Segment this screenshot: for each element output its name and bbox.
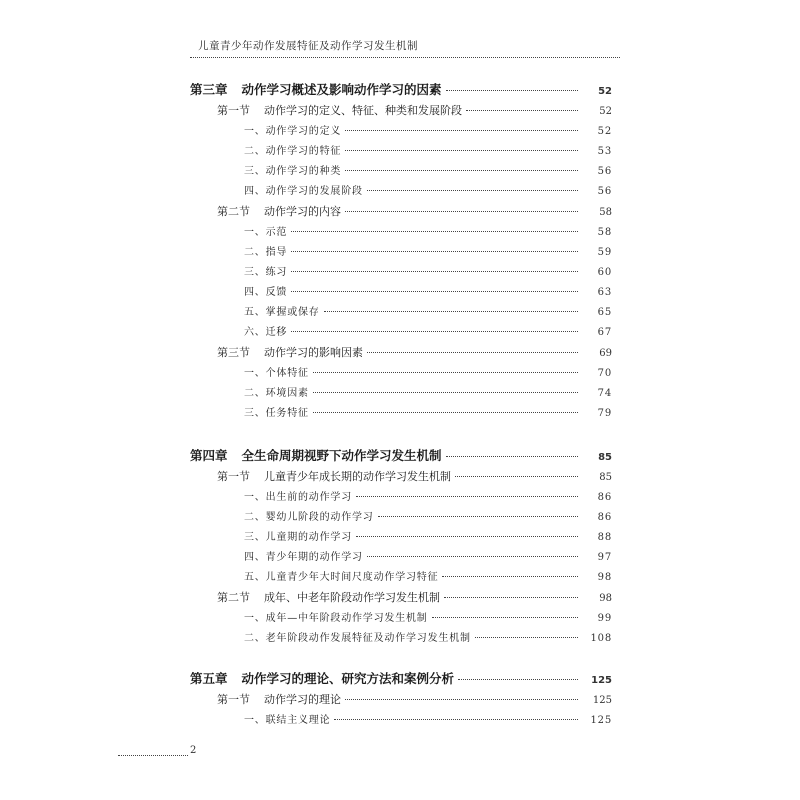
- toc-entry-label: [244, 142, 341, 157]
- toc-entry-title: 动作学习的理论、研究方法和案例分析: [241, 671, 455, 686]
- toc-page-number: 74: [597, 388, 612, 399]
- dot-leader: [356, 536, 578, 537]
- toc-entry-title: 三、儿童期的动作学习: [244, 532, 352, 543]
- toc-entry-title: 一、个体特征: [244, 368, 309, 379]
- toc-entry-number: 第五章: [190, 671, 228, 686]
- dot-leader: [345, 170, 578, 171]
- dot-leader: [367, 190, 578, 191]
- toc-entry-title: 全生命周期视野下动作学习发生机制: [241, 448, 442, 463]
- dot-leader: [345, 211, 578, 212]
- toc-entry-label: [244, 528, 352, 543]
- toc-section-row: [0, 589, 612, 605]
- toc-chapter-row: [0, 446, 612, 464]
- toc-page-number: 79: [597, 408, 612, 419]
- toc-entry-label: [244, 629, 471, 644]
- toc-entry-label: [217, 344, 363, 360]
- dot-leader: [324, 311, 578, 312]
- toc-entry-label: [217, 203, 341, 219]
- toc-page-number: 125: [591, 675, 612, 686]
- toc-entry-title: 五、掌握或保存: [244, 307, 320, 318]
- toc-entry-title: 成年、中老年阶段动作学习发生机制: [264, 591, 440, 604]
- toc-page-number: 60: [597, 267, 612, 278]
- toc-entry-number: 第四章: [190, 448, 228, 463]
- dot-leader: [291, 271, 578, 272]
- toc-item-row: [0, 528, 612, 543]
- dot-leader: [367, 352, 578, 353]
- toc-entry-label: [244, 404, 309, 419]
- toc-entry-label: [244, 283, 287, 298]
- toc-entry-number: 第二节: [217, 205, 250, 218]
- toc-entry-label: [244, 384, 309, 399]
- toc-entry-title: 儿童青少年成长期的动作学习发生机制: [264, 470, 451, 483]
- toc-entry-label: [244, 243, 287, 258]
- toc-entry-label: [190, 669, 454, 687]
- toc-page-number: 52: [598, 86, 612, 97]
- dot-leader: [313, 372, 578, 373]
- toc-entry-title: 四、反馈: [244, 287, 288, 298]
- toc-entry-label: [244, 162, 341, 177]
- dot-leader: [291, 251, 578, 252]
- toc-page-number: 98: [599, 593, 612, 604]
- dot-leader: [345, 130, 578, 131]
- toc-entry-label: [244, 508, 374, 523]
- toc-entry-title: 四、青少年期的动作学习: [244, 552, 363, 563]
- toc-page-number: 86: [597, 492, 612, 503]
- toc-page-number: 70: [597, 368, 612, 379]
- toc-item-row: [0, 711, 612, 726]
- toc-page-number: 86: [597, 512, 612, 523]
- toc-entry-number: 第一节: [217, 104, 250, 117]
- dot-leader: [291, 331, 578, 332]
- toc-entry-label: [244, 364, 309, 379]
- toc-item-row: [0, 182, 612, 197]
- toc-item-row: [0, 223, 612, 238]
- dot-leader: [334, 719, 578, 720]
- toc-entry-label: [217, 102, 462, 118]
- toc-entry-label: [244, 568, 438, 583]
- toc-page-number: 125: [592, 695, 612, 706]
- toc-entry-label: [244, 303, 320, 318]
- dot-leader: [378, 516, 578, 517]
- dot-leader: [458, 679, 578, 680]
- toc-entry-number: 第一节: [217, 693, 250, 706]
- toc-item-row: [0, 364, 612, 379]
- toc-item-row: [0, 263, 612, 278]
- toc-entry-label: [244, 323, 287, 338]
- toc-page-number: 97: [597, 552, 612, 563]
- toc-page-number: 52: [599, 106, 612, 117]
- dot-leader: [475, 637, 578, 638]
- dot-leader: [313, 412, 578, 413]
- toc-entry-title: 二、动作学习的特征: [244, 146, 342, 157]
- toc-page-number: 98: [597, 572, 612, 583]
- toc-entry-title: 三、练习: [244, 267, 288, 278]
- toc-page-number: 125: [590, 715, 612, 726]
- toc-entry-label: [190, 80, 442, 98]
- toc-entry-label: [244, 263, 287, 278]
- toc-page-number: 69: [599, 348, 612, 359]
- toc-section-row: [0, 102, 612, 118]
- toc-item-row: [0, 508, 612, 523]
- toc-page-number: 58: [597, 227, 612, 238]
- toc-chapter-row: [0, 669, 612, 687]
- toc-section-row: [0, 203, 612, 219]
- toc-item-row: [0, 488, 612, 503]
- dot-leader: [313, 392, 578, 393]
- toc-entry-label: [217, 589, 440, 605]
- toc-section-row: [0, 468, 612, 484]
- toc-entry-title: 一、出生前的动作学习: [244, 492, 352, 503]
- toc-item-row: [0, 323, 612, 338]
- toc-item-row: [0, 243, 612, 258]
- page-footer: [118, 745, 196, 756]
- dot-leader: [444, 597, 578, 598]
- toc-section-row: [0, 691, 612, 707]
- toc-page-number: 52: [597, 126, 612, 137]
- toc-entry-title: 五、儿童青少年大时间尺度动作学习特征: [244, 572, 439, 583]
- toc-entry-title: 六、迁移: [244, 327, 288, 338]
- dot-leader: [446, 90, 578, 91]
- toc-entry-label: [217, 468, 451, 484]
- dot-leader: [455, 476, 578, 477]
- dot-leader: [291, 291, 578, 292]
- toc-entry-title: 三、任务特征: [244, 408, 309, 419]
- dot-leader: [345, 150, 578, 151]
- dot-leader: [291, 231, 578, 232]
- toc-entry-title: 一、示范: [244, 227, 288, 238]
- toc-page-number: 53: [597, 146, 612, 157]
- dot-leader: [466, 110, 578, 111]
- toc-page-number: 108: [590, 633, 612, 644]
- toc-entry-number: 第三节: [217, 346, 250, 359]
- toc-entry-title: 二、环境因素: [244, 388, 309, 399]
- toc-entry-title: 动作学习的定义、特征、种类和发展阶段: [264, 104, 462, 117]
- toc-entry-label: [244, 488, 352, 503]
- toc-entry-title: 一、联结主义理论: [244, 715, 331, 726]
- toc-entry-title: 二、指导: [244, 247, 288, 258]
- toc-entry-label: [244, 223, 287, 238]
- footer-rule: [118, 745, 188, 756]
- dot-leader: [367, 556, 578, 557]
- toc-entry-title: 二、婴幼儿阶段的动作学习: [244, 512, 374, 523]
- toc-page-number: 88: [597, 532, 612, 543]
- toc-entry-label: [244, 609, 428, 624]
- toc-entry-label: [244, 122, 341, 137]
- toc-entry-number: 第二节: [217, 591, 250, 604]
- toc-item-row: [0, 142, 612, 157]
- toc-page-number: 63: [597, 287, 612, 298]
- toc-item-row: [0, 303, 612, 318]
- toc-entry-label: [244, 548, 363, 563]
- toc-entry-title: 一、成年—中年阶段动作学习发生机制: [244, 613, 428, 624]
- toc-page-number: 99: [597, 613, 612, 624]
- running-header-title: 儿童青少年动作发展特征及动作学习发生机制: [198, 40, 418, 52]
- toc-page-number: 59: [597, 247, 612, 258]
- toc-item-row: [0, 122, 612, 137]
- toc-item-row: [0, 384, 612, 399]
- toc-item-row: [0, 283, 612, 298]
- toc-entry-label: [190, 446, 442, 464]
- toc-entry-label: [244, 182, 363, 197]
- dot-leader: [442, 576, 578, 577]
- toc-entry-title: 二、老年阶段动作发展特征及动作学习发生机制: [244, 633, 471, 644]
- toc-entry-label: [244, 711, 330, 726]
- dot-leader: [345, 699, 578, 700]
- toc-page-number: 67: [597, 327, 612, 338]
- toc-entry-title: 四、动作学习的发展阶段: [244, 186, 363, 197]
- toc-page-number: 85: [599, 472, 612, 483]
- toc-item-row: [0, 404, 612, 419]
- toc-page-number: 65: [597, 307, 612, 318]
- toc-item-row: [0, 629, 612, 644]
- toc-chapter-row: [0, 80, 612, 98]
- toc-entry-title: 动作学习的理论: [264, 693, 341, 706]
- toc-entry-title: 动作学习的内容: [264, 205, 341, 218]
- page-number: 2: [190, 745, 197, 756]
- toc-entry-number: 第一节: [217, 470, 250, 483]
- toc-page-number: 58: [599, 207, 612, 218]
- dot-leader: [446, 456, 578, 457]
- toc-page-number: 56: [597, 166, 612, 177]
- toc-section-row: [0, 344, 612, 360]
- toc-entry-title: 一、动作学习的定义: [244, 126, 342, 137]
- toc-item-row: [0, 568, 612, 583]
- toc-entry-title: 三、动作学习的种类: [244, 166, 342, 177]
- toc-item-row: [0, 162, 612, 177]
- toc-entry-title: 动作学习的影响因素: [264, 346, 363, 359]
- toc-page-number: 56: [597, 186, 612, 197]
- toc-page-number: 85: [598, 452, 612, 463]
- toc-entry-label: [217, 691, 341, 707]
- dot-leader: [432, 617, 578, 618]
- toc-item-row: [0, 548, 612, 563]
- toc-item-row: [0, 609, 612, 624]
- toc-entry-number: 第三章: [190, 82, 228, 97]
- dot-leader: [356, 496, 578, 497]
- toc-entry-title: 动作学习概述及影响动作学习的因素: [241, 82, 442, 97]
